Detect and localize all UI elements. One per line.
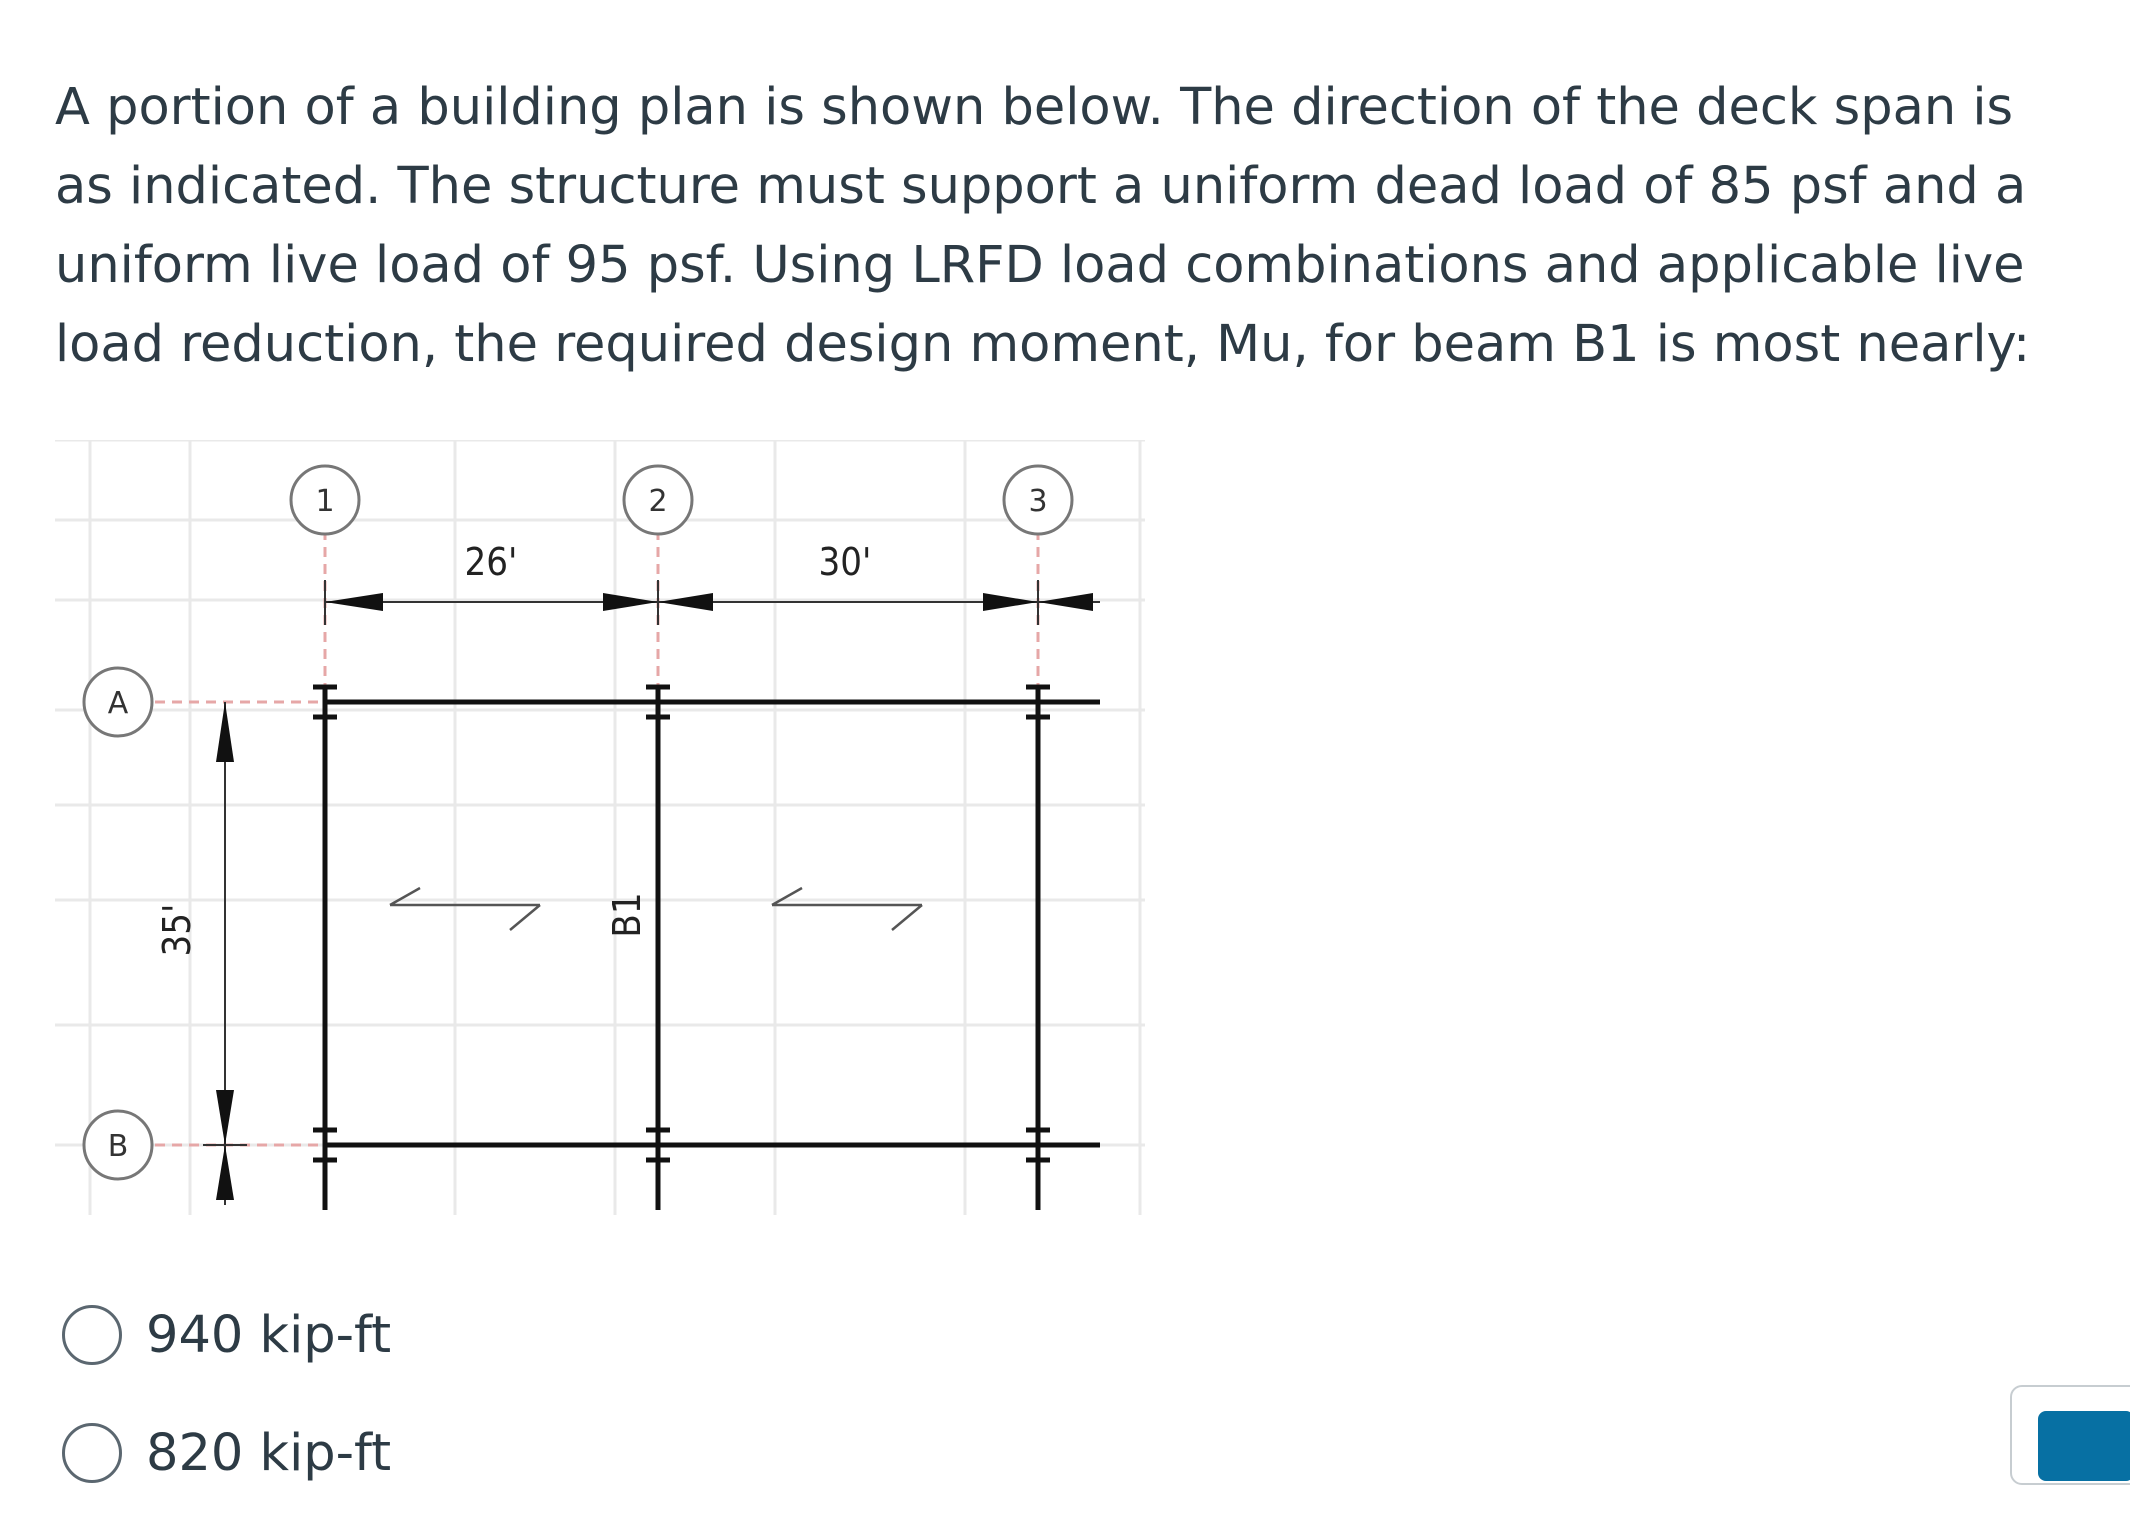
grid-bubble-3 bbox=[1004, 466, 1072, 534]
grid-label-b: B bbox=[107, 1129, 129, 1164]
dim-arrow-icon bbox=[325, 593, 383, 611]
building-plan-figure bbox=[55, 440, 1145, 1215]
floating-widget-button[interactable] bbox=[2010, 1385, 2130, 1485]
dim-label-a-b: 35' bbox=[155, 903, 199, 957]
dim-arrow-icon bbox=[658, 593, 713, 611]
dim-arrow-icon bbox=[603, 593, 658, 611]
dimension-vertical bbox=[155, 702, 247, 1205]
widget-icon bbox=[2038, 1411, 2130, 1481]
beam-label-b1: B1 bbox=[605, 892, 649, 938]
question-text: A portion of a building plan is shown below. The direction of the deck span is as indicated. The structure must support a uniform dead load of 85 psf and a uniform live load of 95 psf. Using LRFD load combinations and applicable live load reduction, the required design moment, Mu, for beam B1 is most nearly: bbox=[55, 78, 2031, 374]
deck-span-arrow-icon bbox=[390, 888, 540, 930]
radio-button[interactable] bbox=[62, 1423, 122, 1483]
grid-bubble-2 bbox=[624, 466, 692, 534]
dim-arrow-icon bbox=[216, 1145, 234, 1200]
beams bbox=[325, 702, 1100, 1210]
answer-option[interactable] bbox=[62, 1300, 391, 1370]
grid-label-2: 2 bbox=[648, 484, 668, 519]
grid-label-a: A bbox=[107, 686, 129, 721]
grid-axes bbox=[155, 530, 1038, 1145]
columns bbox=[313, 687, 1050, 1160]
grid-bubble-1 bbox=[291, 466, 359, 534]
dim-arrow-icon bbox=[983, 593, 1038, 611]
answer-option-label: 940 kip-ft bbox=[146, 1305, 392, 1365]
plan-drawing bbox=[55, 440, 1145, 1215]
answer-option-label: 820 kip-ft bbox=[146, 1423, 392, 1483]
radio-button[interactable] bbox=[62, 1305, 122, 1365]
deck-span-arrow-icon bbox=[772, 888, 922, 930]
dimension-horizontal bbox=[325, 540, 1100, 625]
grid-bubble-a bbox=[84, 668, 152, 736]
answer-option[interactable] bbox=[62, 1418, 391, 1488]
dim-label-1-2: 26' bbox=[464, 540, 518, 584]
grid-label-3: 3 bbox=[1028, 484, 1048, 519]
dim-label-2-3: 30' bbox=[818, 540, 872, 584]
dim-arrow-icon bbox=[1038, 593, 1093, 611]
dim-arrow-icon bbox=[216, 1090, 234, 1145]
grid-label-1: 1 bbox=[315, 484, 335, 519]
answer-options bbox=[62, 1300, 391, 1536]
grid-bubble-b bbox=[84, 1111, 152, 1179]
